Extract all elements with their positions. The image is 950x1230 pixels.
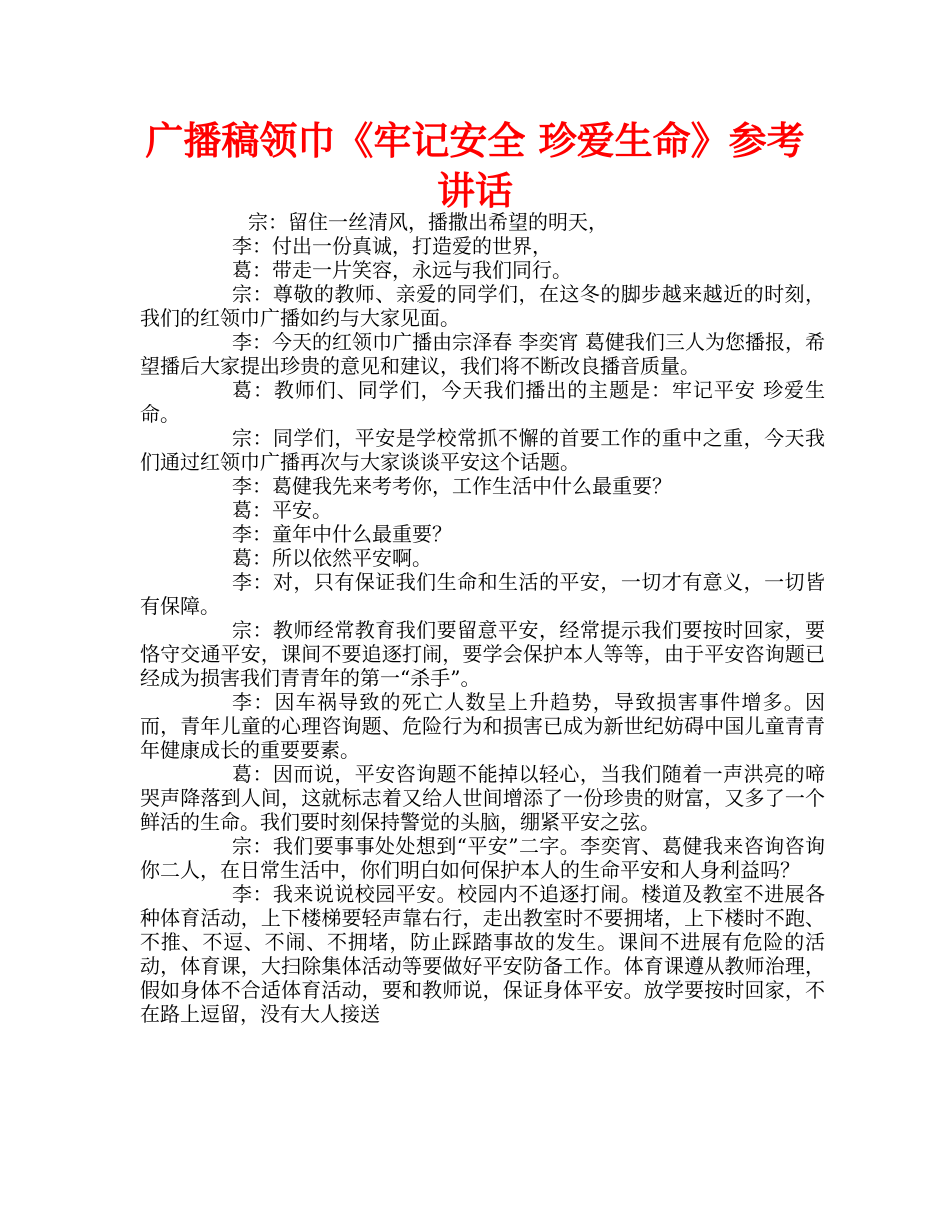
- paragraph: 李：葛健我先来考考你，工作生活中什么最重要？: [232, 474, 672, 498]
- paragraph: 宗：留住一丝清风，播撒出希望的明天，: [248, 210, 608, 234]
- paragraph: 宗：教师经常教育我们要留意平安，经常提示我们要按时回家，要恪守交通平安，课间不要追逐打闹，要学会保护本人等等，由于平安咨询题已经成为损害我们青青年的第一“杀手”。: [140, 618, 825, 690]
- paragraph: 李：因车祸导致的死亡人数呈上升趋势，导致损害事件增多。因而，青年儿童的心理咨询题、危险行为和损害已成为新世纪妨碍中国儿童青青年健康成长的重要要素。: [140, 690, 825, 762]
- paragraph: 葛：平安。: [232, 498, 332, 522]
- paragraph: 李：对，只有保证我们生命和生活的平安，一切才有意义，一切皆有保障。: [140, 570, 825, 618]
- paragraph: 李：今天的红领巾广播由宗泽春 李奕宵 葛健我们三人为您播报，希望播后大家提出珍贵的意见和建议，我们将不断改良播音质量。: [140, 330, 825, 378]
- paragraph: 宗：尊敬的教师、亲爱的同学们，在这冬的脚步越来越近的时刻，我们的红领巾广播如约与大家见面。: [140, 282, 825, 330]
- paragraph: 葛：因而说，平安咨询题不能掉以轻心，当我们随着一声洪亮的啼哭声降落到人间，这就标志着又给人世间增添了一份珍贵的财富，又多了一个鲜活的生命。我们要时刻保持警觉的头脑，绷紧平安之弦。: [140, 762, 825, 834]
- paragraph: 葛：教师们、同学们，今天我们播出的主题是：牢记平安 珍爱生命。: [140, 378, 825, 426]
- paragraph: 李：童年中什么最重要？: [232, 522, 452, 546]
- paragraph: 宗：我们要事事处处想到“平安”二字。李奕宵、葛健我来咨询咨询你二人，在日常生活中，你们明白如何保护本人的生命平安和人身利益吗？: [140, 834, 825, 882]
- paragraph: 李：付出一份真诚，打造爱的世界，: [232, 234, 552, 258]
- paragraph: 宗：同学们，平安是学校常抓不懈的首要工作的重中之重，今天我们通过红领巾广播再次与大家谈谈平安这个话题。: [140, 426, 825, 474]
- paragraph: 葛：所以依然平安啊。: [232, 546, 432, 570]
- page-title: 广播稿领巾《牢记安全 珍爱生命》参考讲话: [145, 119, 805, 213]
- paragraph: 葛：带走一片笑容，永远与我们同行。: [232, 258, 572, 282]
- document-body: [140, 210, 825, 1026]
- paragraph: 李：我来说说校园平安。校园内不追逐打闹。楼道及教室不进展各种体育活动，上下楼梯要轻声靠右行，走出教室时不要拥堵，上下楼时不跑、不推、不逗、不闹、不拥堵，防止踩踏事故的发生。课间不进展有危险的活动，体育课，大扫除集体活动等要做好平安防备工作。体育课遵从教师治理，假如身体不合适体育活动，要和教师说，保证身体平安。放学要按时回家，不在路上逗留，没有大人接送: [140, 882, 825, 1026]
